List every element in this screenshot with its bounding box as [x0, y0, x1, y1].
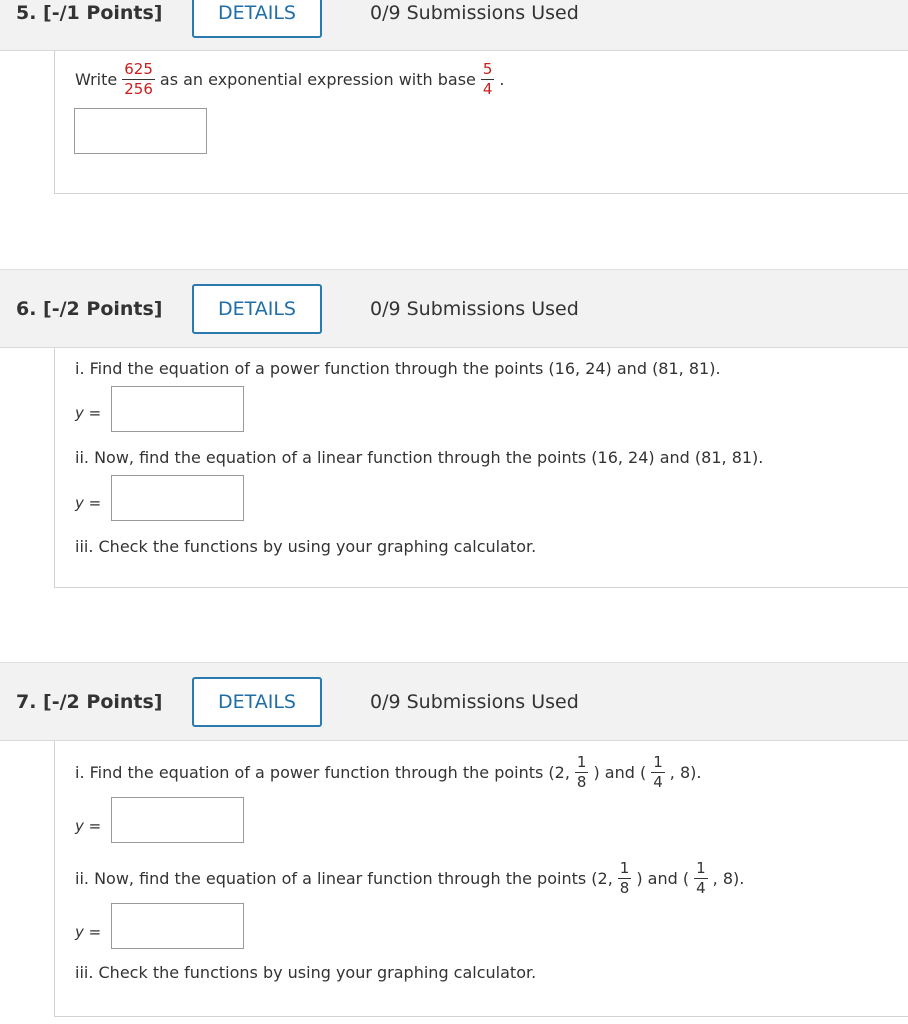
prompt-end: . — [499, 70, 505, 89]
fraction-denominator: 4 — [482, 80, 493, 98]
question-5-body — [54, 51, 908, 194]
question-5-prompt — [75, 62, 505, 97]
question-5-number: 5. [-/1 Points] — [16, 2, 163, 24]
y-variable: y — [75, 404, 84, 422]
fraction-one-quarter — [651, 755, 665, 790]
question-7-y-label-2 — [75, 923, 101, 941]
fraction-numerator: 1 — [619, 859, 630, 877]
question-6-part-1: i. Find the equation of a power function through the points (16, 24) and (81, 81). — [75, 359, 721, 378]
question-5-submissions: 0/9 Submissions Used — [370, 2, 579, 24]
question-5-answer-input[interactable] — [74, 108, 207, 154]
fraction-numerator: 1 — [696, 859, 706, 877]
y-variable: y — [75, 923, 84, 941]
fraction-one-eighth — [618, 861, 632, 896]
equals-sign: = — [88, 404, 102, 422]
question-7-number: 7. [-/2 Points] — [16, 691, 163, 713]
prompt-write: Write — [75, 70, 118, 89]
part-2-middle: ) and ( — [636, 869, 690, 888]
question-7-body — [54, 741, 908, 1017]
y-variable: y — [75, 817, 84, 835]
fraction-denominator: 256 — [124, 80, 153, 98]
part-2-end: , 8). — [712, 869, 745, 888]
fraction-numerator: 1 — [576, 753, 587, 771]
fraction-base — [481, 62, 495, 97]
question-7-linear-function-input[interactable] — [111, 903, 244, 949]
equals-sign: = — [88, 494, 102, 512]
fraction-one-quarter — [694, 861, 708, 896]
question-7-power-function-input[interactable] — [111, 797, 244, 843]
fraction-625-256 — [122, 62, 155, 97]
part-1-end: , 8). — [669, 763, 702, 782]
question-7-submissions: 0/9 Submissions Used — [370, 691, 579, 713]
part-1-middle: ) and ( — [593, 763, 647, 782]
question-6-body — [54, 348, 908, 588]
question-6-details-button[interactable]: DETAILS — [192, 284, 322, 334]
y-variable: y — [75, 494, 84, 512]
question-6-linear-function-input[interactable] — [111, 475, 244, 521]
part-1-text: i. Find the equation of a power function through the points (2, — [75, 763, 570, 782]
question-6-submissions: 0/9 Submissions Used — [370, 298, 579, 320]
question-7-part-3: iii. Check the functions by using your graphing calculator. — [75, 963, 537, 982]
fraction-denominator: 8 — [619, 879, 630, 897]
fraction-one-eighth — [575, 755, 589, 790]
question-6-number: 6. [-/2 Points] — [16, 298, 163, 320]
fraction-denominator: 8 — [576, 773, 587, 791]
question-6-power-function-input[interactable] — [111, 386, 244, 432]
fraction-numerator: 625 — [124, 60, 153, 78]
question-7-part-2 — [75, 861, 744, 896]
fraction-numerator: 1 — [653, 753, 663, 771]
question-7-header — [0, 662, 908, 741]
question-7-y-label-1 — [75, 817, 101, 835]
question-5-details-button[interactable]: DETAILS — [192, 0, 322, 38]
question-6-part-2: ii. Now, find the equation of a linear function through the points (16, 24) and (81, 81). — [75, 448, 764, 467]
fraction-denominator: 4 — [653, 773, 663, 791]
equals-sign: = — [88, 923, 102, 941]
question-7-details-button[interactable]: DETAILS — [192, 677, 322, 727]
question-6-part-3: iii. Check the functions by using your graphing calculator. — [75, 537, 537, 556]
question-6-y-label-2 — [75, 494, 101, 512]
question-6-header — [0, 269, 908, 348]
fraction-denominator: 4 — [696, 879, 706, 897]
equals-sign: = — [88, 817, 102, 835]
part-2-text: ii. Now, find the equation of a linear function through the points (2, — [75, 869, 613, 888]
question-7-part-1 — [75, 755, 701, 790]
question-5-header — [0, 0, 908, 51]
fraction-numerator: 5 — [482, 60, 493, 78]
question-6-y-label-1 — [75, 404, 101, 422]
prompt-middle: as an exponential expression with base — [159, 70, 476, 89]
